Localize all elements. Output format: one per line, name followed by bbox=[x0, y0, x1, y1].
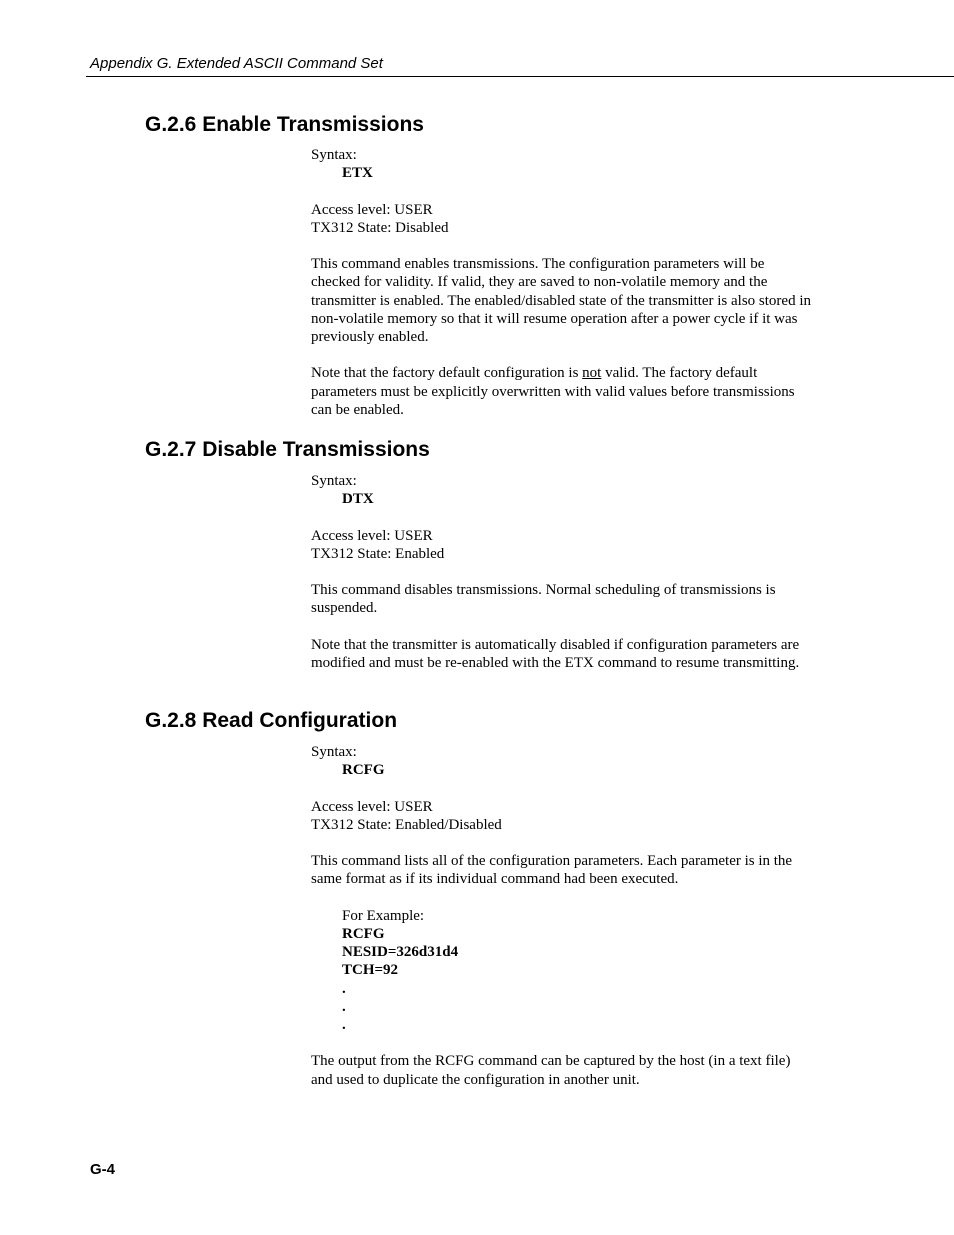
closing-paragraph: The output from the RCFG command can be captured by the host (in a text file) and used to duplicate the configuration in another unit. bbox=[311, 1053, 791, 1088]
section-heading-disable-transmissions: G.2.7 Disable Transmissions bbox=[145, 438, 430, 461]
syntax-label: Syntax: bbox=[311, 473, 357, 489]
description: This command disables transmissions. Normal scheduling of transmissions is suspended. bbox=[311, 582, 776, 617]
section-body-disable-transmissions bbox=[311, 472, 811, 672]
transmitter-state: TX312 State: Enabled/Disabled bbox=[311, 816, 502, 833]
header-rule bbox=[86, 76, 954, 77]
access-level: Access level: USER bbox=[311, 798, 433, 815]
note: Note that the transmitter is automatically disabled if configuration parameters are modified and must be re-enabled with the ETX command to resume transmitting. bbox=[311, 636, 800, 671]
description: This command enables transmissions. The configuration parameters will be checked for validity. If valid, they are saved to non-volatile memory and the transmitter is enabled. The enabled/disabled state of the transmitter is also stored in non-volatile memory so that it will resume operation after a power cycle if it was previously enabled. bbox=[311, 256, 812, 345]
example-label: For Example: bbox=[342, 907, 425, 924]
access-level: Access level: USER bbox=[311, 527, 433, 544]
running-header: Appendix G. Extended ASCII Command Set bbox=[90, 55, 383, 72]
example-line: NESID=326d31d4 bbox=[342, 944, 459, 961]
syntax-label: Syntax: bbox=[311, 147, 357, 163]
syntax-label: Syntax: bbox=[311, 744, 357, 760]
example-line: . bbox=[342, 998, 346, 1015]
page-number: G-4 bbox=[90, 1161, 116, 1178]
command-syntax: DTX bbox=[342, 491, 374, 508]
description: This command lists all of the configuration parameters. Each parameter is in the same format as if its individual command had been executed. bbox=[311, 853, 793, 888]
section-body-enable-transmissions bbox=[311, 146, 811, 419]
example-line: . bbox=[342, 1017, 346, 1033]
example-line: TCH=92 bbox=[342, 962, 399, 979]
section-heading-enable-transmissions: G.2.6 Enable Transmissions bbox=[145, 113, 424, 136]
section-heading-read-configuration: G.2.8 Read Configuration bbox=[145, 709, 398, 732]
example-line: RCFG bbox=[342, 925, 385, 942]
note: Note that the factory default configuration is not valid. The factory default parameters must be explicitly overwritten with valid values before transmissions can be enabled. bbox=[311, 365, 795, 418]
example-line: . bbox=[342, 980, 346, 997]
transmitter-state: TX312 State: Disabled bbox=[311, 219, 449, 236]
command-syntax: RCFG bbox=[342, 762, 385, 779]
command-syntax: ETX bbox=[342, 165, 373, 182]
transmitter-state: TX312 State: Enabled bbox=[311, 545, 445, 562]
note-emphasis: not bbox=[582, 365, 602, 382]
access-level: Access level: USER bbox=[311, 201, 433, 218]
section-body-read-configuration bbox=[311, 743, 811, 1089]
